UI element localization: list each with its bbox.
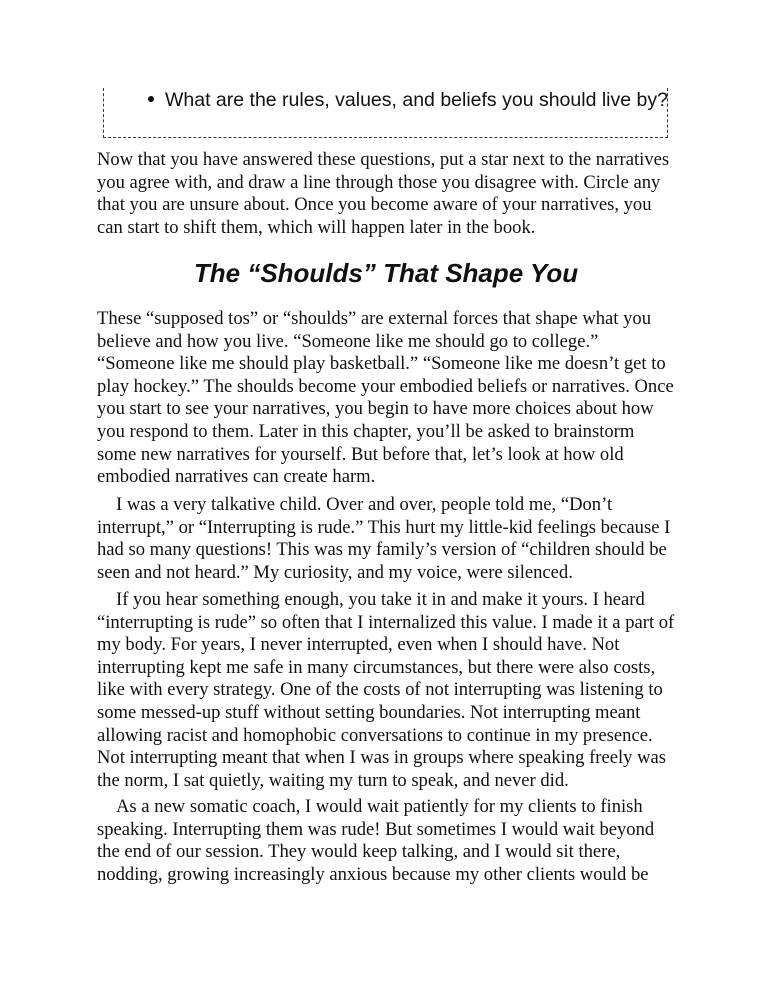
exercise-bullet-item xyxy=(148,89,668,112)
exercise-box xyxy=(103,88,668,138)
body-paragraph-4: As a new somatic coach, I would wait patiently for my clients to finish speaking. Interrupting them was rude! But sometimes I would wait beyond the end of our session. They would keep talking, and I would sit there, nodding, growing increasingly anxious because my other clients would be xyxy=(97,796,655,885)
section-heading: The “Shoulds” That Shape You xyxy=(193,258,579,288)
bullet-dot-icon xyxy=(148,96,154,102)
body-paragraph-1: These “supposed tos” or “shoulds” are external forces that shape what you believe and how you live. “Someone like me should go to college.” “Someone like me should play basketball.” “Someone like me doesn’t get to play hockey.” The shoulds become your embodied beliefs or narratives. Once you start to see your narratives, you begin to have more choices about how you respond to them. Later in this chapter, you’ll be asked to brainstorm some new narratives for yourself. But before that, let’s look at how old embodied narratives can create harm. xyxy=(97,308,674,488)
intro-paragraph: Now that you have answered these questions, put a star next to the narratives you agree with, and draw a line through those you disagree with. Circle any that you are unsure about. Once you become aware of your narratives, you can start to shift them, which will happen later in the book. xyxy=(97,149,670,238)
body-paragraph-2: I was a very talkative child. Over and over, people told me, “Don’t interrupt,” or “Interrupting is rude.” This hurt my little-kid feelings because I had so many questions! This was my family’s version of “children should be seen and not heard.” My curiosity, and my voice, were silenced. xyxy=(97,494,671,583)
exercise-bullet-text: What are the rules, values, and beliefs you should live by? xyxy=(165,89,668,111)
body-paragraph-3: If you hear something enough, you take it in and make it yours. I heard “interrupting is rude” so often that I internalized this value. I made it a part of my body. For years, I never interrupted, even when I should have. Not interrupting kept me safe in many circumstances, but there were also costs, like with every strategy. One of the costs of not interrupting was listening to some messed-up stuff without setting boundaries. Not interrupting meant allowing racist and homophobic conversations to continue in my presence. Not interrupting meant that when I was in groups where speaking freely was the norm, I sat quietly, waiting my turn to speak, and never did. xyxy=(97,589,675,791)
